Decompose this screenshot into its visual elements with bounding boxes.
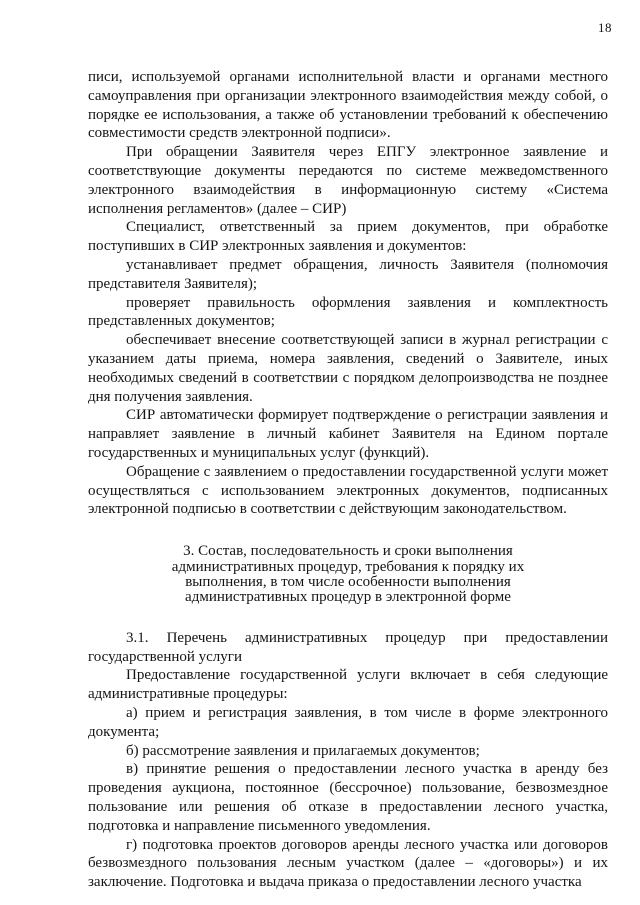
paragraph-specialist-intro: Специалист, ответственный за прием документов, при обработке поступивших в СИР электронных заявления и документов: xyxy=(88,219,608,255)
paragraph-signature-compatibility: писи, используемой органами исполнительной власти и органами местного самоуправления при организации электронного взаимодействия между собой, о порядке ее использования, а также об установлении требований к обеспечению совместимости средств электронной подписи». xyxy=(88,69,608,142)
paragraph-epgu-submission: При обращении Заявителя через ЕПГУ электронное заявление и соответствующие документы передаются по системе межведомственного электронного взаимодействия в информационную систему «Система исполнения регламентов» (далее – СИР) xyxy=(88,144,608,217)
section-heading-line: административных процедур, требования к порядку их xyxy=(171,558,525,575)
document-body xyxy=(88,68,608,892)
paragraph-registration-journal: обеспечивает внесение соответствующей записи в журнал регистрации с указанием даты приема, номера заявления, сведений о Заявителе, иных необходимых сведений в соответствии с порядком делопроизводства не позднее дня получения заявления. xyxy=(88,332,608,405)
list-item-b: б) рассмотрение заявления и прилагаемых документов; xyxy=(126,742,480,759)
paragraph-procedures-intro: Предоставление государственной услуги включает в себя следующие административные процедуры: xyxy=(88,667,608,703)
section-heading-line: административных процедур в электронной форме xyxy=(185,589,511,606)
list-item-a: а) прием и регистрация заявления, в том числе в форме электронного документа; xyxy=(88,704,608,740)
section-heading xyxy=(88,544,608,606)
paragraph-electronic-documents: Обращение с заявлением о предоставлении государственной услуги может осуществляться с использованием электронных документов, подписанных электронной подписью в соответствии с действующим законодательством. xyxy=(88,463,608,518)
list-item-g: г) подготовка проектов договоров аренды лесного участка или договоров безвозмездного пользования лесным участком (далее – «договоры») и их заключение. Подготовка и выдача приказа о предоставлении лесного участка xyxy=(88,836,608,891)
paragraph-procedure-list-title: 3.1. Перечень административных процедур при предоставлении государственной услуги xyxy=(88,629,608,665)
section-heading-line: 3. Состав, последовательность и сроки выполнения xyxy=(183,543,513,560)
section-heading-line: выполнения, в том числе особенности выполнения xyxy=(185,573,511,590)
paragraph-establishes-subject: устанавливает предмет обращения, личность Заявителя (полномочия представителя Заявителя); xyxy=(88,256,608,292)
list-item-v: в) принятие решения о предоставлении лесного участка в аренду без проведения аукциона, постоянное (бессрочное) пользование, безвозмездное пользование или решения об отказе в предоставлении лесного участка, подготовка и направление письменного уведомления. xyxy=(88,761,608,834)
paragraph-checks-correctness: проверяет правильность оформления заявления и комплектность представленных документов; xyxy=(88,294,608,330)
page-number: 18 xyxy=(598,20,612,35)
paragraph-sir-confirmation: СИР автоматически формирует подтверждение о регистрации заявления и направляет заявление в личный кабинет Заявителя на Едином портале государственных и муниципальных услуг (функций). xyxy=(88,407,608,461)
